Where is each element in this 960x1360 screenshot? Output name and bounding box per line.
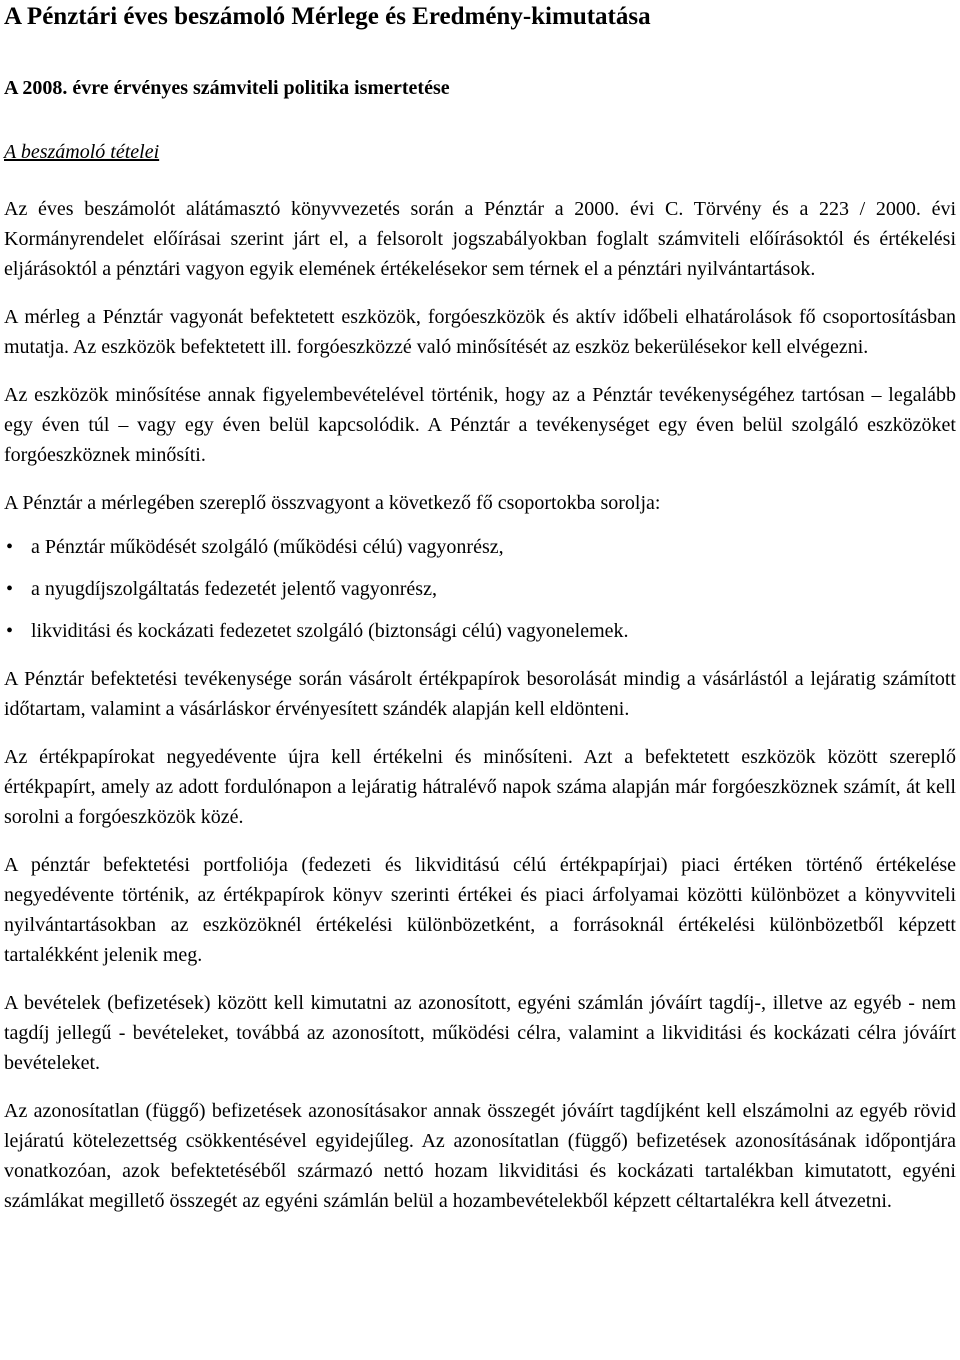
list-item [4,574,956,604]
paragraph: A mérleg a Pénztár vagyonát befektetett eszközök, forgóeszközök és aktív időbeli elhatárolások fő csoportosításban mutatja. Az eszközök befektetett ill. forgóeszközzé való minősítését az eszköz bekerülésekor kell elvégezni. [4,306,956,358]
list-item-text: likviditási és kockázati fedezetet szolgáló (biztonsági célú) vagyonelemek. [31,620,629,642]
paragraph: Az eszközök minősítése annak figyelembevételével történik, hogy az a Pénztár tevékenységéhez tartósan – legalább egy éven túl – vagy egy éven belül kapcsolódik. A Pénztár a tevékenységet egy éven belül szolgáló eszközöket forgóeszköznek minősíti. [4,384,956,466]
paragraph: A Pénztár befektetési tevékenysége során vásárolt értékpapírok besorolását mindig a vásárlástól a lejáratig számított időtartam, valamint a vásárláskor érvényesített szándék alapján kell eldönteni. [4,668,956,720]
paragraph: A pénztár befektetési portfoliója (fedezeti és likviditású célú értékpapírjai) piaci értéken történő értékelése negyedévente történik, az értékpapírok könyv szerinti értékei és piaci árfolyamai közötti különbözet a könyvviteli nyilvántartásokban az eszközöknél értékelési különbözetként, a forrásoknál értékelési különbözetből képzett tartalékként jelenik meg. [4,854,956,966]
list-item-text: a Pénztár működését szolgáló (működési célú) vagyonrész, [31,536,504,558]
section-heading: A beszámoló tételei [4,141,160,163]
document-title: A Pénztári éves beszámoló Mérlege és Eredmény-kimutatása [4,3,651,30]
list-item-text: a nyugdíjszolgáltatás fedezetét jelentő vagyonrész, [31,578,437,600]
paragraph: A Pénztár a mérlegében szereplő összvagyont a következő fő csoportokba sorolja: [4,492,661,514]
bullet-icon: • [6,620,14,642]
bullet-icon: • [6,578,14,600]
paragraph: Az azonosítatlan (függő) befizetések azonosításakor annak összegét jóváírt tagdíjként kell elszámolni az egyéb rövid lejáratú kötelezettség csökkentésével egyidejűleg. Az azonosítatlan (függő) befizetések azonosításának időpontjára vonatkozóan, azok befektetéséből származó nettó hozam likviditási és kockázati tartalékban kimutatott, egyéni számlákat megillető összegét az egyéni számlán belül a hozambevételekből képzett céltartalékra kell átvezetni. [4,1100,956,1212]
paragraph: Az értékpapírokat negyedévente újra kell értékelni és minősíteni. Azt a befektetett eszközök között szereplő értékpapírt, amely az adott fordulónapon a lejáratig hátralévő napok száma alapján már forgóeszköznek számít, át kell sorolni a forgóeszközök közé. [4,746,956,828]
bullet-list [4,532,956,646]
list-item [4,532,956,562]
list-item [4,616,956,646]
document-subtitle: A 2008. évre érvényes számviteli politika ismertetése [4,77,450,99]
paragraph: Az éves beszámolót alátámasztó könyvvezetés során a Pénztár a 2000. évi C. Törvény és a 223 / 2000. évi Kormányrendelet előírásai szerint járt el, a felsorolt jogszabályokban foglalt számviteli előírásoktól és értékelési eljárásoktól a pénztári vagyon egyik elemének értékelésekor sem térnek el a pénztári nyilvántartások. [4,198,956,280]
bullet-icon: • [6,536,14,558]
paragraph: A bevételek (befizetések) között kell kimutatni az azonosított, egyéni számlán jóváírt tagdíj-, illetve az egyéb - nem tagdíj jellegű - bevételeket, továbbá az azonosított, működési célra, valamint a likviditási és kockázati célra jóváírt bevételeket. [4,992,956,1074]
